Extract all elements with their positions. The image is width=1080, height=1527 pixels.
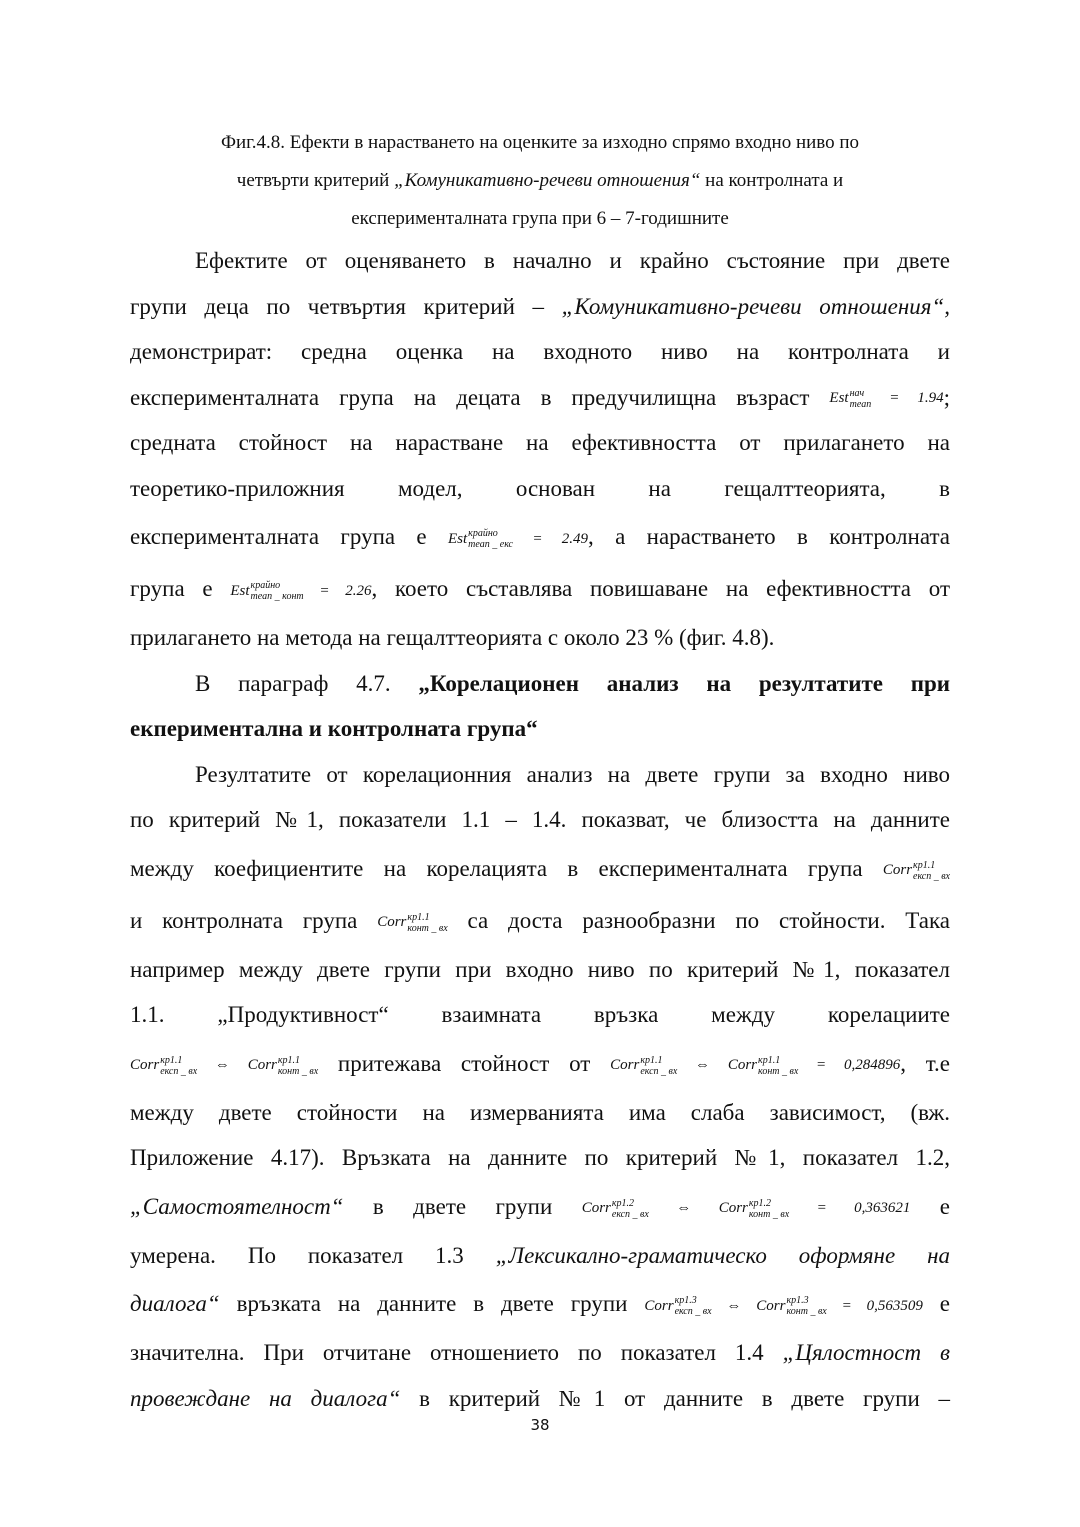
figure-caption xyxy=(130,124,950,238)
formula-corr-eksp: Corr кр1.1 експ _ вх xyxy=(882,859,950,882)
paragraph-1-line: теоретико-приложния модел, основан на гещалттеорията, в xyxy=(130,475,950,501)
section-reference-line: екпериментална и контролната група“ xyxy=(130,716,538,741)
paragraph-3-line: Corr кр1.1 експ _ вх ⇔ Corr кр1.1 конт _ вх притежава стойност от Corr кр1.1 експ _ вх ⇔ Corr кр1.1 конт _ вх = 0,284896, т.е xyxy=(130,1050,951,1077)
formula-est-eks: Est крайно mean _ екс = 2.49 xyxy=(447,528,589,551)
formula-est-kont: Est крайно mean _ конт = 2.26 xyxy=(230,580,372,603)
paragraph-3-line: между коефициентите на корелацията в експерименталната група Corr кр1.1 експ _ вх xyxy=(130,855,950,882)
paragraph-1-line: групи деца по четвъртия критерий – „Комуникативно-речеви отношения“, xyxy=(130,293,950,319)
paragraph-1-line: експерименталната група на децата в предучилищна възраст Est нач mean = 1.94; xyxy=(130,384,950,411)
paragraph-1-line: средната стойност на нарастване на ефективността от прилагането на xyxy=(130,430,950,455)
body-text xyxy=(130,238,950,1421)
section-reference-line: В параграф 4.7. „Корелационен анализ на резултатите при xyxy=(195,670,950,696)
paragraph-1-line: експерименталната група е Est крайно mean _ екс = 2.49, а нарастването в контролната xyxy=(130,524,950,551)
paragraph-3-line: Приложение 4.17). Връзката на данните по критерий №1, показател 1.2, xyxy=(130,1145,950,1170)
paragraph-3-line: и контролната група Corr кр1.1 конт _ вх са доста разнообразни по стойности. Така xyxy=(130,907,950,934)
caption-line-1: Фиг.4.8. Ефекти в нарастването на оценките за изходно спрямо входно ниво по xyxy=(220,132,860,153)
paragraph-1-line: демонстрират: средна оценка на входното ниво на контролната и xyxy=(130,339,950,364)
paragraph-3-line: „Самостоятелност“ в двете групи Corr кр1.2 експ _ вх ⇔ Corr кр1.2 конт _ вх = 0,363621 е xyxy=(130,1193,951,1220)
paragraph-3-line: Резултатите от корелационния анализ на двете групи за входно ниво xyxy=(195,761,950,787)
formula-corr-value-1-3: Corr кр1.3 експ _ вх ⇔ Corr кр1.3 конт _ вх = 0,563509 xyxy=(644,1295,923,1318)
page-number: 38 xyxy=(530,1416,550,1434)
paragraph-3-line: между двете стойности на измерванията има слаба зависимост, (вж. xyxy=(130,1099,950,1125)
paragraph-1-line: група е Est крайно mean _ конт = 2.26, което съставлява повишаване на ефективността от xyxy=(130,576,950,603)
paragraph-1-line: Ефектите от оценяването в начално и крайно състояние при двете xyxy=(195,248,950,273)
caption-line-3: експерименталната група при 6 – 7-годишните xyxy=(351,208,729,229)
paragraph-3-line: по критерий №1, показатели 1.1 – 1.4. показват, че близостта на данните xyxy=(130,807,950,832)
formula-corr-pair-1-1: Corr кр1.1 експ _ вх ⇔ Corr кр1.1 конт _ вх xyxy=(130,1054,319,1077)
formula-est-nach: Est нач mean = 1.94 xyxy=(829,388,944,411)
caption-line-2: четвърти критерий „Комуникативно-речеви отношения“ на контролната и xyxy=(236,170,844,191)
paragraph-3-line: например между двете групи при входно ниво по критерий №1, показател xyxy=(130,956,950,982)
paragraph-3-line: провеждане на диалога“ в критерий №1 от данните в двете групи – xyxy=(130,1385,951,1411)
paragraph-3-line: значителна. При отчитане отношението по показател 1.4 „Цялостност в xyxy=(130,1340,950,1365)
paragraph-3-line: диалога“ връзката на данните в двете групи Corr кр1.3 експ _ вх ⇔ Corr кр1.3 конт _ вх = 0,563509 е xyxy=(130,1291,951,1318)
paragraph-3-line: 1.1. „Продуктивност“ взаимната връзка между корелациите xyxy=(130,1002,950,1027)
paragraph-3-line: умерена. По показател 1.3 „Лексикално-граматическо оформяне на xyxy=(130,1242,950,1268)
paragraph-1-line: прилагането на метода на гещалттеорията с около 23 % (фиг. 4.8). xyxy=(130,625,775,650)
formula-corr-value-1-1: Corr кр1.1 експ _ вх ⇔ Corr кр1.1 конт _ вх = 0,284896 xyxy=(610,1054,901,1077)
formula-corr-kont: Corr кр1.1 конт _ вх xyxy=(377,911,448,934)
formula-corr-value-1-2: Corr кр1.2 експ _ вх ⇔ Corr кр1.2 конт _ вх = 0,363621 xyxy=(581,1197,911,1220)
